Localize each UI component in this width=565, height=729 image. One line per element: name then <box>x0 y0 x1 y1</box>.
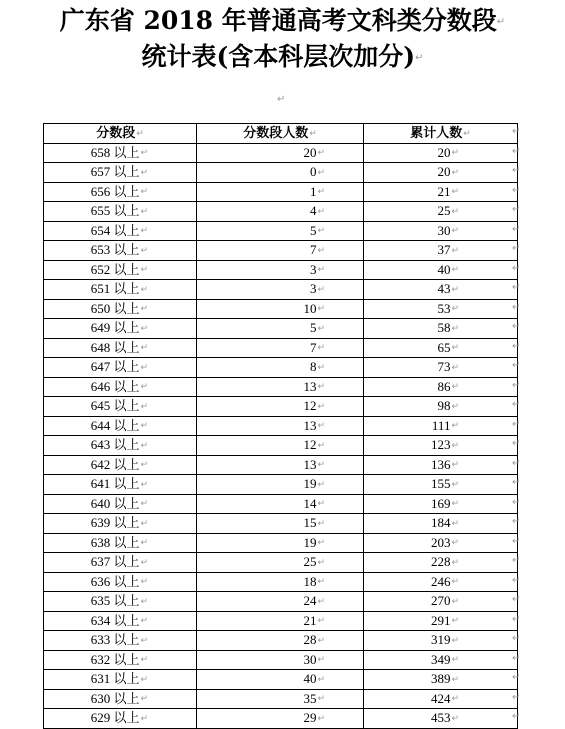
cell-count: 3↵ <box>197 260 364 280</box>
cell-cumulative: 424↵ <box>364 689 518 709</box>
table-row <box>44 572 518 592</box>
paragraph-mark-icon: ↵ <box>317 265 325 276</box>
paragraph-mark-icon: ↵ <box>140 674 148 685</box>
paragraph-mark-icon: ↵ <box>451 577 459 588</box>
paragraph-mark-icon: ↵ <box>512 633 521 644</box>
paragraph-mark-icon: ↵ <box>140 187 148 198</box>
paragraph-mark-icon: ↵ <box>317 518 325 529</box>
paragraph-mark-icon: ↵ <box>512 575 521 586</box>
table-row <box>44 241 518 261</box>
paragraph-mark-icon: ↵ <box>451 635 459 646</box>
paragraph-mark-icon: ↵ <box>451 226 459 237</box>
paragraph-mark-icon: ↵ <box>140 655 148 666</box>
paragraph-mark-icon: ↵ <box>512 165 521 176</box>
paragraph-mark-icon: ↵ <box>317 635 325 646</box>
cell-cumulative: 86↵ <box>364 377 518 397</box>
cell-cumulative: 389↵ <box>364 670 518 690</box>
cell-count: 5↵ <box>197 221 364 241</box>
paragraph-mark-icon: ↵ <box>140 226 148 237</box>
paragraph-mark-icon: ↵ <box>140 206 148 217</box>
table-row <box>44 631 518 651</box>
header-cumulative: 累计人数↵ <box>364 124 518 144</box>
table-row <box>44 377 518 397</box>
cell-cumulative: 20↵ <box>364 143 518 163</box>
cell-cumulative: 73↵ <box>364 358 518 378</box>
paragraph-mark-icon: ↵ <box>317 538 325 549</box>
paragraph-mark-icon: ↵ <box>451 206 459 217</box>
cell-count: 40↵ <box>197 670 364 690</box>
table-row <box>44 338 518 358</box>
paragraph-mark-icon: ↵ <box>140 401 148 412</box>
paragraph-mark-icon: ↵ <box>317 167 325 178</box>
table-row <box>44 533 518 553</box>
cell-count: 14↵ <box>197 494 364 514</box>
score-distribution-table <box>43 123 521 729</box>
cell-score-range: 639 以上↵ <box>44 514 197 534</box>
cell-cumulative: 58↵ <box>364 319 518 339</box>
paragraph-mark-icon: ↵ <box>451 421 459 432</box>
cell-score-range: 642 以上↵ <box>44 455 197 475</box>
cell-score-range: 654 以上↵ <box>44 221 197 241</box>
cell-score-range: 658 以上↵ <box>44 143 197 163</box>
table-row <box>44 670 518 690</box>
paragraph-mark-icon: ↵ <box>451 148 459 159</box>
cell-cumulative: 228↵ <box>364 553 518 573</box>
paragraph-mark-icon: ↵ <box>451 304 459 315</box>
paragraph-mark-icon: ↵ <box>317 206 325 217</box>
paragraph-mark-icon: ↵ <box>451 245 459 256</box>
cell-count: 30↵ <box>197 650 364 670</box>
paragraph-mark-icon: ↵ <box>512 692 521 703</box>
cell-cumulative: 111↵ <box>364 416 518 436</box>
cell-score-range: 629 以上↵ <box>44 709 197 729</box>
cell-count: 13↵ <box>197 377 364 397</box>
table-row <box>44 221 518 241</box>
cell-cumulative: 40↵ <box>364 260 518 280</box>
paragraph-mark-icon: ↵ <box>317 226 325 237</box>
header-count: 分数段人数↵ <box>197 124 364 144</box>
paragraph-mark-icon: ↵ <box>512 458 521 469</box>
cell-count: 21↵ <box>197 611 364 631</box>
cell-count: 25↵ <box>197 553 364 573</box>
cell-count: 0↵ <box>197 163 364 183</box>
cell-count: 1↵ <box>197 182 364 202</box>
paragraph-mark-icon: ↵ <box>317 245 325 256</box>
paragraph-mark-icon: ↵ <box>140 557 148 568</box>
paragraph-mark-icon: ↵ <box>317 421 325 432</box>
cell-cumulative: 123↵ <box>364 436 518 456</box>
paragraph-mark-icon: ↵ <box>451 655 459 666</box>
paragraph-mark-icon: ↵ <box>140 616 148 627</box>
cell-count: 18↵ <box>197 572 364 592</box>
paragraph-mark-icon: ↵ <box>512 711 521 722</box>
paragraph-mark-icon: ↵ <box>512 380 521 391</box>
cell-count: 7↵ <box>197 338 364 358</box>
paragraph-mark-icon: ↵ <box>317 616 325 627</box>
cell-count: 19↵ <box>197 533 364 553</box>
paragraph-mark-icon: ↵ <box>140 304 148 315</box>
paragraph-mark-icon: ↵ <box>140 460 148 471</box>
paragraph-mark-icon: ↵ <box>317 713 325 724</box>
cell-cumulative: 184↵ <box>364 514 518 534</box>
paragraph-mark-icon: ↵ <box>512 321 521 332</box>
table-row <box>44 689 518 709</box>
paragraph-mark-icon: ↵ <box>451 440 459 451</box>
paragraph-mark-icon: ↵ <box>317 655 325 666</box>
paragraph-mark-icon: ↵ <box>512 438 521 449</box>
cell-score-range: 633 以上↵ <box>44 631 197 651</box>
table-row <box>44 202 518 222</box>
cell-cumulative: 37↵ <box>364 241 518 261</box>
paragraph-mark-icon: ↵ <box>451 460 459 471</box>
paragraph-mark-icon: ↵ <box>317 343 325 354</box>
paragraph-mark-icon: ↵ <box>451 674 459 685</box>
paragraph-mark-icon: ↵ <box>512 419 521 430</box>
cell-count: 8↵ <box>197 358 364 378</box>
cell-score-range: 657 以上↵ <box>44 163 197 183</box>
paragraph-mark-icon: ↵ <box>451 596 459 607</box>
paragraph-mark-icon: ↵ <box>512 399 521 410</box>
paragraph-mark-icon: ↵ <box>140 440 148 451</box>
table-row <box>44 260 518 280</box>
paragraph-mark-icon: ↵ <box>512 516 521 527</box>
table-row <box>44 397 518 417</box>
cell-cumulative: 349↵ <box>364 650 518 670</box>
paragraph-mark-icon: ↵ <box>512 653 521 664</box>
cell-cumulative: 453↵ <box>364 709 518 729</box>
table-row <box>44 299 518 319</box>
cell-score-range: 637 以上↵ <box>44 553 197 573</box>
cell-count: 10↵ <box>197 299 364 319</box>
cell-score-range: 635 以上↵ <box>44 592 197 612</box>
paragraph-mark-icon: ↵ <box>140 713 148 724</box>
cell-count: 24↵ <box>197 592 364 612</box>
cell-score-range: 643 以上↵ <box>44 436 197 456</box>
paragraph-mark-icon: ↵ <box>512 282 521 293</box>
cell-score-range: 647 以上↵ <box>44 358 197 378</box>
table-row <box>44 514 518 534</box>
cell-score-range: 646 以上↵ <box>44 377 197 397</box>
cell-count: 12↵ <box>197 436 364 456</box>
table-row <box>44 494 518 514</box>
paragraph-mark-icon: ↵ <box>140 362 148 373</box>
cell-score-range: 651 以上↵ <box>44 280 197 300</box>
paragraph-mark-icon: ↵ <box>451 479 459 490</box>
cell-score-range: 648 以上↵ <box>44 338 197 358</box>
document-title-line-2 <box>0 40 565 76</box>
paragraph-mark-icon: ↵ <box>140 148 148 159</box>
cell-score-range: 641 以上↵ <box>44 475 197 495</box>
paragraph-mark-icon: ↵ <box>451 401 459 412</box>
table-row <box>44 143 518 163</box>
cell-count: 4↵ <box>197 202 364 222</box>
table-row <box>44 650 518 670</box>
paragraph-mark-icon: ↵ <box>451 167 459 178</box>
paragraph-mark-icon: ↵ <box>140 323 148 334</box>
table-row <box>44 553 518 573</box>
paragraph-mark-icon: ↵ <box>512 614 521 625</box>
paragraph-mark-icon: ↵ <box>451 694 459 705</box>
cell-cumulative: 136↵ <box>364 455 518 475</box>
cell-score-range: 631 以上↵ <box>44 670 197 690</box>
paragraph-mark-icon: ↵ <box>317 596 325 607</box>
table-body <box>44 143 521 728</box>
paragraph-mark-icon: ↵ <box>140 694 148 705</box>
cell-cumulative: 21↵ <box>364 182 518 202</box>
table-row <box>44 163 518 183</box>
header-score-range: 分数段↵ <box>44 124 197 144</box>
cell-score-range: 656 以上↵ <box>44 182 197 202</box>
cell-count: 7↵ <box>197 241 364 261</box>
table-row <box>44 358 518 378</box>
paragraph-mark-icon: ↵ <box>512 263 521 274</box>
paragraph-mark-icon: ↵ <box>140 343 148 354</box>
paragraph-mark-icon: ↵ <box>140 577 148 588</box>
title-text-2: 统计表(含本科层次加分) <box>141 42 416 71</box>
cell-score-range: 653 以上↵ <box>44 241 197 261</box>
cell-count: 12↵ <box>197 397 364 417</box>
cell-count: 3↵ <box>197 280 364 300</box>
table-row <box>44 611 518 631</box>
paragraph-mark-icon: ↵ <box>317 323 325 334</box>
paragraph-mark-icon: ↵ <box>140 382 148 393</box>
paragraph-mark-icon: ↵ <box>451 616 459 627</box>
paragraph-mark-icon: ↵ <box>512 536 521 547</box>
table-row <box>44 416 518 436</box>
table-row <box>44 280 518 300</box>
table-row <box>44 592 518 612</box>
paragraph-mark-icon: ↵ <box>140 479 148 490</box>
paragraph-mark-icon: ↵ <box>317 499 325 510</box>
table-row <box>44 475 518 495</box>
paragraph-mark-icon: ↵ <box>317 284 325 295</box>
table-row <box>44 436 518 456</box>
paragraph-mark-icon: ↵ <box>140 421 148 432</box>
paragraph-mark-icon: ↵ <box>140 596 148 607</box>
paragraph-mark-icon: ↵ <box>451 343 459 354</box>
paragraph-mark-icon: ↵ <box>317 440 325 451</box>
paragraph-mark-icon: ↵ <box>317 187 325 198</box>
cell-score-range: 644 以上↵ <box>44 416 197 436</box>
paragraph-mark-icon: ↵ <box>451 362 459 373</box>
paragraph-mark-icon: ↵ <box>140 167 148 178</box>
paragraph-mark-icon: ↵ <box>317 401 325 412</box>
paragraph-mark-icon: ↵ <box>512 360 521 371</box>
cell-cumulative: 291↵ <box>364 611 518 631</box>
cell-count: 28↵ <box>197 631 364 651</box>
cell-cumulative: 246↵ <box>364 572 518 592</box>
cell-count: 13↵ <box>197 455 364 475</box>
paragraph-mark-icon: ↵ <box>140 635 148 646</box>
cell-cumulative: 30↵ <box>364 221 518 241</box>
cell-count: 35↵ <box>197 689 364 709</box>
cell-score-range: 634 以上↵ <box>44 611 197 631</box>
cell-score-range: 655 以上↵ <box>44 202 197 222</box>
cell-cumulative: 20↵ <box>364 163 518 183</box>
paragraph-mark-icon: ↵ <box>451 265 459 276</box>
cell-count: 19↵ <box>197 475 364 495</box>
paragraph-mark-icon: ↵ <box>512 497 521 508</box>
paragraph-mark-icon: ↵ <box>512 204 521 215</box>
paragraph-mark-icon: ↵ <box>512 243 521 254</box>
cell-cumulative: 98↵ <box>364 397 518 417</box>
paragraph-mark-icon: ↵ <box>512 126 521 137</box>
cell-score-range: 649 以上↵ <box>44 319 197 339</box>
paragraph-mark-icon: ↵ <box>277 94 286 105</box>
paragraph-mark-icon: ↵ <box>451 538 459 549</box>
cell-cumulative: 25↵ <box>364 202 518 222</box>
cell-count: 15↵ <box>197 514 364 534</box>
cell-score-range: 636 以上↵ <box>44 572 197 592</box>
paragraph-mark-icon: ↵ <box>512 672 521 683</box>
table-header-row <box>44 124 518 144</box>
cell-score-range: 640 以上↵ <box>44 494 197 514</box>
paragraph-mark-icon: ↵ <box>140 245 148 256</box>
paragraph-mark-icon: ↵ <box>317 674 325 685</box>
paragraph-mark-icon: ↵ <box>317 479 325 490</box>
cell-score-range: 645 以上↵ <box>44 397 197 417</box>
paragraph-mark-icon: ↵ <box>451 323 459 334</box>
paragraph-mark-icon: ↵ <box>140 499 148 510</box>
title-text-1: 广东省 2018 年普通高考文科类分数段 <box>59 6 497 35</box>
paragraph-mark-icon: ↵ <box>317 382 325 393</box>
paragraph-mark-icon: ↵ <box>451 518 459 529</box>
paragraph-mark-icon: ↵ <box>451 713 459 724</box>
cell-cumulative: 270↵ <box>364 592 518 612</box>
cell-score-range: 650 以上↵ <box>44 299 197 319</box>
cell-score-range: 632 以上↵ <box>44 650 197 670</box>
paragraph-mark-icon: ↵ <box>317 694 325 705</box>
cell-cumulative: 155↵ <box>364 475 518 495</box>
cell-cumulative: 65↵ <box>364 338 518 358</box>
paragraph-mark-icon: ↵ <box>415 52 424 64</box>
table-row <box>44 455 518 475</box>
table-row <box>44 182 518 202</box>
paragraph-mark-icon: ↵ <box>512 341 521 352</box>
paragraph-mark-icon: ↵ <box>317 557 325 568</box>
table-row <box>44 319 518 339</box>
cell-cumulative: 319↵ <box>364 631 518 651</box>
cell-cumulative: 203↵ <box>364 533 518 553</box>
cell-count: 5↵ <box>197 319 364 339</box>
paragraph-mark-icon: ↵ <box>317 362 325 373</box>
paragraph-mark-icon: ↵ <box>512 224 521 235</box>
cell-count: 29↵ <box>197 709 364 729</box>
cell-count: 13↵ <box>197 416 364 436</box>
paragraph-mark-icon: ↵ <box>140 538 148 549</box>
paragraph-mark-icon: ↵ <box>451 382 459 393</box>
cell-score-range: 652 以上↵ <box>44 260 197 280</box>
cell-score-range: 638 以上↵ <box>44 533 197 553</box>
paragraph-mark-icon: ↵ <box>451 284 459 295</box>
cell-cumulative: 53↵ <box>364 299 518 319</box>
paragraph-mark-icon: ↵ <box>512 555 521 566</box>
paragraph-mark-icon: ↵ <box>317 460 325 471</box>
paragraph-mark-icon: ↵ <box>512 477 521 488</box>
paragraph-mark-icon: ↵ <box>317 577 325 588</box>
paragraph-mark-icon: ↵ <box>512 594 521 605</box>
paragraph-mark-icon: ↵ <box>512 146 521 157</box>
paragraph-mark-icon: ↵ <box>140 284 148 295</box>
document-title-line-1 <box>0 4 565 40</box>
cell-score-range: 630 以上↵ <box>44 689 197 709</box>
paragraph-mark-icon: ↵ <box>451 557 459 568</box>
paragraph-mark-icon: ↵ <box>451 499 459 510</box>
paragraph-mark-icon: ↵ <box>140 518 148 529</box>
cell-cumulative: 43↵ <box>364 280 518 300</box>
paragraph-mark-icon: ↵ <box>512 302 521 313</box>
cell-cumulative: 169↵ <box>364 494 518 514</box>
paragraph-mark-icon: ↵ <box>317 304 325 315</box>
paragraph-mark-icon: ↵ <box>496 16 506 28</box>
paragraph-mark-icon: ↵ <box>451 187 459 198</box>
cell-count: 20↵ <box>197 143 364 163</box>
paragraph-mark-icon: ↵ <box>140 265 148 276</box>
paragraph-mark-icon: ↵ <box>317 148 325 159</box>
paragraph-mark-icon: ↵ <box>512 185 521 196</box>
